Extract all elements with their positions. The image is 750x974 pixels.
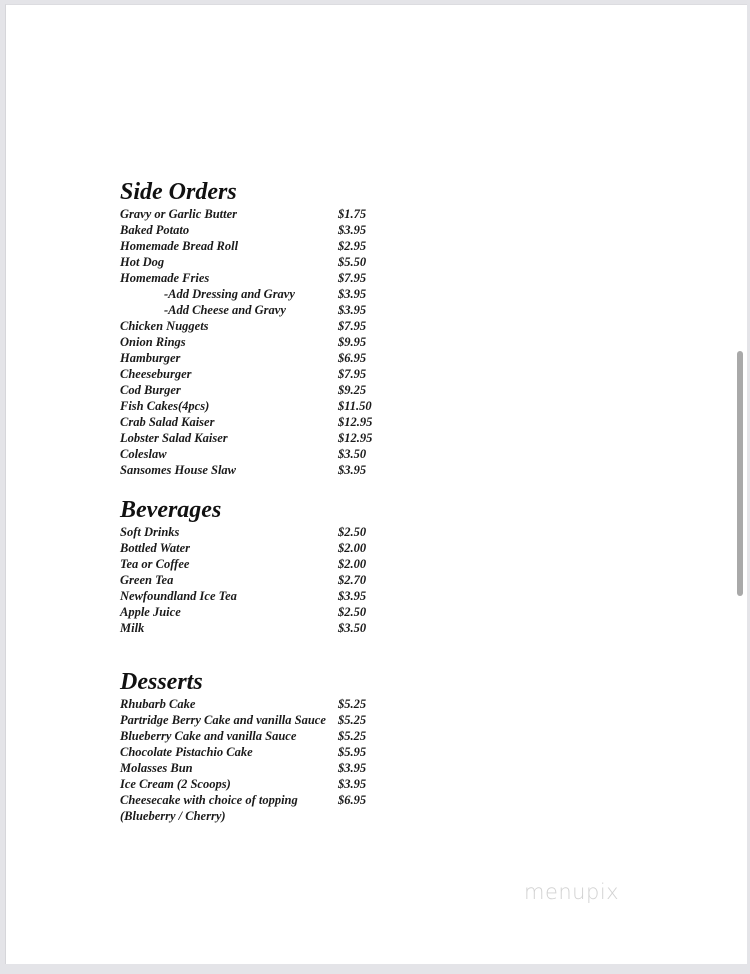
item-price: $9.95 [338,335,367,349]
desserts-section [120,668,367,824]
item-price: $7.95 [338,271,367,285]
item-price: $3.95 [338,287,367,301]
item-price: $3.95 [338,463,367,477]
item-price: $3.95 [338,777,367,791]
menu-item [120,382,367,398]
menu-item [120,350,367,366]
menu-item [120,604,367,620]
item-price: $2.70 [338,573,367,587]
item-name: Partridge Berry Cake and vanilla Sauce [120,713,326,727]
item-name: Blueberry Cake and vanilla Sauce [120,729,297,743]
item-name: Milk [120,621,145,635]
menu-item [120,270,367,286]
menu-item [120,318,367,334]
item-name: Chicken Nuggets [120,319,209,333]
item-name: Tea or Coffee [120,557,190,571]
item-name: -Add Dressing and Gravy [164,287,295,301]
item-price: $7.95 [338,319,367,333]
item-name: Chocolate Pistachio Cake [120,745,253,759]
menu-item [120,792,367,808]
menu-item [120,286,367,302]
item-name: Green Tea [120,573,174,587]
section-title: Beverages [120,497,222,523]
item-name: Molasses Bun [120,761,193,775]
item-name: Apple Juice [120,605,181,619]
item-price: $5.95 [338,745,367,759]
item-price: $6.95 [338,793,367,807]
item-name: Gravy or Garlic Butter [120,207,238,221]
item-price: $3.50 [338,447,367,461]
menupix-watermark: menupix [524,880,620,904]
item-price: $3.50 [338,621,367,635]
item-price: $11.50 [338,399,372,413]
item-name: Newfoundland Ice Tea [120,589,237,603]
item-name: Cheeseburger [120,367,192,381]
item-price: $12.95 [338,415,373,429]
menu-item [120,254,367,270]
section-title: Side Orders [120,179,237,205]
item-price: $5.25 [338,729,367,743]
menu-item [120,556,367,572]
menu-item [120,430,373,446]
item-price: $2.50 [338,605,367,619]
item-price: $1.75 [338,207,367,221]
item-name: Onion Rings [120,335,186,349]
item-name: Rhubarb Cake [120,697,196,711]
menu-item [120,712,367,728]
item-price: $2.50 [338,525,367,539]
item-name: Cheesecake with choice of topping [120,793,298,807]
section-title: Desserts [120,669,203,695]
menu-item [120,696,367,712]
item-name: -Add Cheese and Gravy [164,303,286,317]
item-name: Homemade Fries [120,271,210,285]
menu-item [120,744,367,760]
menu-item [120,808,226,824]
item-name: Hamburger [120,351,181,365]
item-price: $2.95 [338,239,367,253]
menu-item [120,302,367,318]
scrollbar-thumb[interactable] [737,351,743,596]
item-price: $3.95 [338,761,367,775]
item-price: $2.00 [338,557,367,571]
menu-item [120,728,367,744]
menu-item [120,206,367,222]
item-name: Coleslaw [120,447,167,461]
item-name: Ice Cream (2 Scoops) [120,777,231,791]
item-price: $5.50 [338,255,367,269]
item-name: Baked Potato [120,223,190,237]
item-price: $7.95 [338,367,367,381]
menu-item [120,588,367,604]
item-name: Crab Salad Kaiser [120,415,215,429]
item-price: $3.95 [338,303,367,317]
item-price: $5.25 [338,713,367,727]
item-price: $9.25 [338,383,367,397]
menu-item [120,760,367,776]
item-name: Lobster Salad Kaiser [120,431,228,445]
menu-item [120,540,367,556]
menu-item [120,414,373,430]
menu-item [120,620,367,636]
item-price: $5.25 [338,697,367,711]
item-price: $3.95 [338,589,367,603]
menu-item [120,334,367,350]
item-price: $2.00 [338,541,367,555]
item-price: $12.95 [338,431,373,445]
menu-item [120,366,367,382]
menu-item [120,446,367,462]
item-name: Cod Burger [120,383,181,397]
menu-item [120,462,367,478]
item-name: Bottled Water [120,541,191,555]
beverages-section [120,496,367,636]
menu-item [120,238,367,254]
menu-item [120,222,367,238]
menu-item [120,776,367,792]
item-name: Homemade Bread Roll [120,239,239,253]
item-price: $6.95 [338,351,367,365]
item-name: Sansomes House Slaw [120,463,237,477]
item-name: Hot Dog [120,255,165,269]
menu-item [120,524,367,540]
side-orders-section [120,178,373,478]
item-price: $3.95 [338,223,367,237]
menu-item [120,572,367,588]
item-name: Fish Cakes(4pcs) [120,399,210,413]
item-name: Soft Drinks [120,525,180,539]
item-name: (Blueberry / Cherry) [120,809,226,823]
menu-item [120,398,372,414]
menu-page [5,4,747,964]
